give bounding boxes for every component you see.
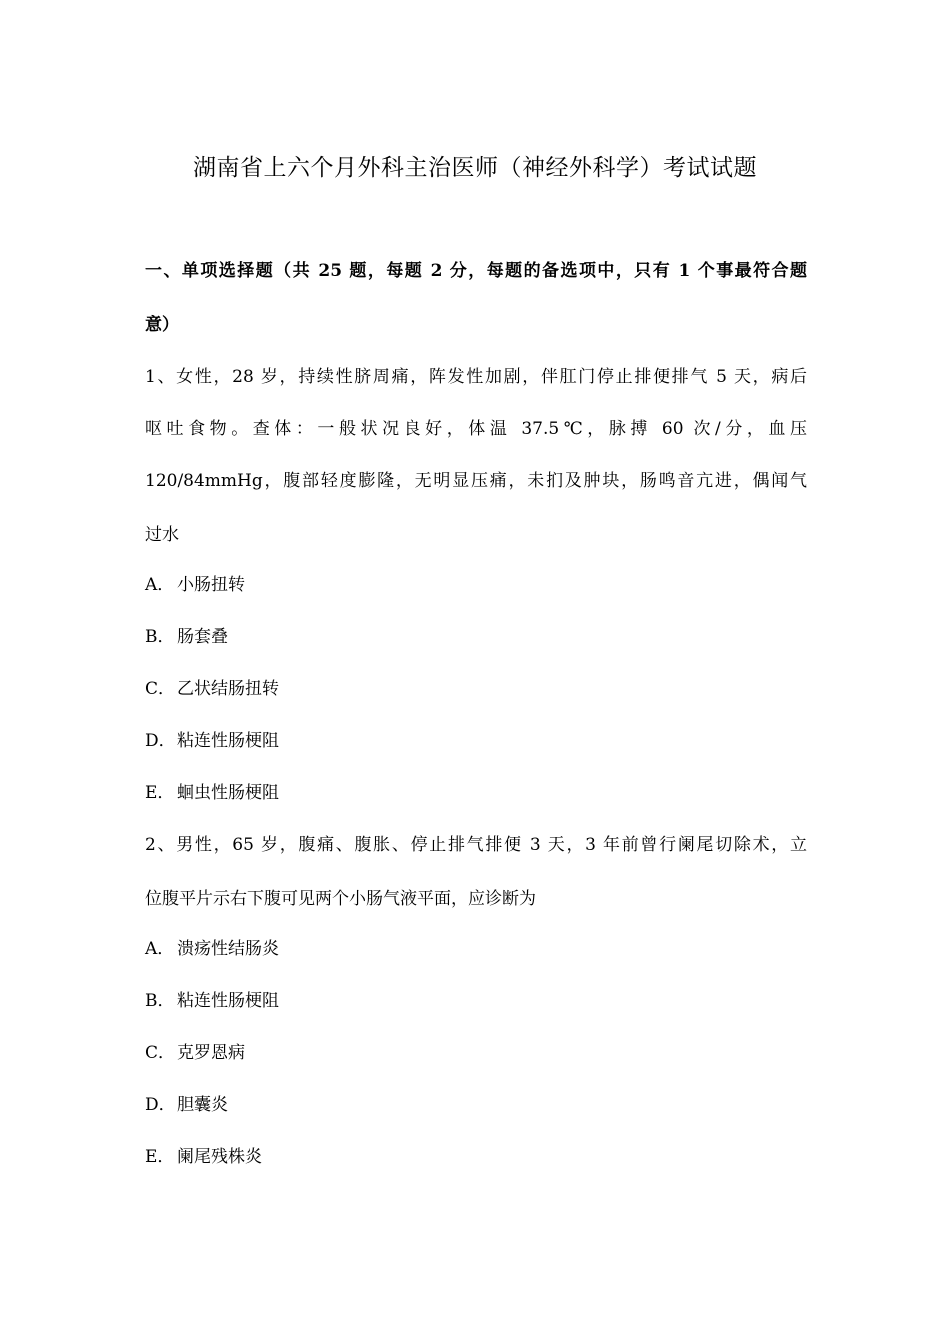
- question-1-option-a: [145, 571, 807, 599]
- option-letter: E．: [145, 1147, 175, 1167]
- option-text: 粘连性肠梗阻: [177, 731, 279, 751]
- option-text: 小肠扭转: [177, 575, 245, 595]
- section-heading-line-2: 意）: [145, 315, 179, 335]
- question-1-option-b: [145, 623, 807, 651]
- option-letter: E．: [145, 783, 175, 803]
- question-2-option-d: [145, 1091, 807, 1119]
- option-text: 肠套叠: [177, 627, 228, 647]
- document-title: 湖南省上六个月外科主治医师（神经外科学）考试试题: [193, 155, 757, 181]
- section-heading-line-1: 一、单项选择题（共 25 题，每题 2 分，每题的备选项中，只有 1 个事最符合题: [145, 261, 807, 281]
- option-text: 粘连性肠梗阻: [177, 991, 279, 1011]
- option-text: 胆囊炎: [177, 1095, 228, 1115]
- option-text: 阑尾残株炎: [177, 1147, 262, 1167]
- question-1-line-3: 120/84mmHg，腹部轻度膨隆，无明显压痛，未扪及肿块，肠鸣音亢进，偶闻气: [145, 471, 807, 491]
- option-text: 溃疡性结肠炎: [177, 939, 279, 959]
- option-letter: A．: [145, 575, 175, 595]
- option-letter: C．: [145, 679, 176, 699]
- question-1-line-4: 过水: [145, 525, 179, 545]
- question-2-option-e: [145, 1143, 807, 1171]
- question-2-line-1: 2、男性，65 岁，腹痛、腹胀、停止排气排便 3 天，3 年前曾行阑尾切除术，立: [145, 835, 807, 855]
- question-1-option-c: [145, 675, 807, 703]
- option-letter: B．: [145, 627, 175, 647]
- question-1-line-2: 呕吐食物。查体：一般状况良好，体温 37.5℃，脉搏 60 次/分，血压: [145, 419, 807, 439]
- option-text: 蛔虫性肠梗阻: [177, 783, 279, 803]
- question-2-option-c: [145, 1039, 807, 1067]
- option-letter: D．: [145, 1095, 176, 1115]
- question-1-option-d: [145, 727, 807, 755]
- option-text: 乙状结肠扭转: [177, 679, 279, 699]
- question-1-line-1: 1、女性，28 岁，持续性脐周痛，阵发性加剧，伴肛门停止排便排气 5 天，病后: [145, 367, 807, 387]
- option-letter: A．: [145, 939, 175, 959]
- question-2-option-a: [145, 935, 807, 963]
- option-letter: D．: [145, 731, 176, 751]
- option-letter: C．: [145, 1043, 176, 1063]
- option-text: 克罗恩病: [177, 1043, 245, 1063]
- question-2-line-2: 位腹平片示右下腹可见两个小肠气液平面，应诊断为: [145, 889, 536, 909]
- question-2-option-b: [145, 987, 807, 1015]
- option-letter: B．: [145, 991, 175, 1011]
- question-1-option-e: [145, 779, 807, 807]
